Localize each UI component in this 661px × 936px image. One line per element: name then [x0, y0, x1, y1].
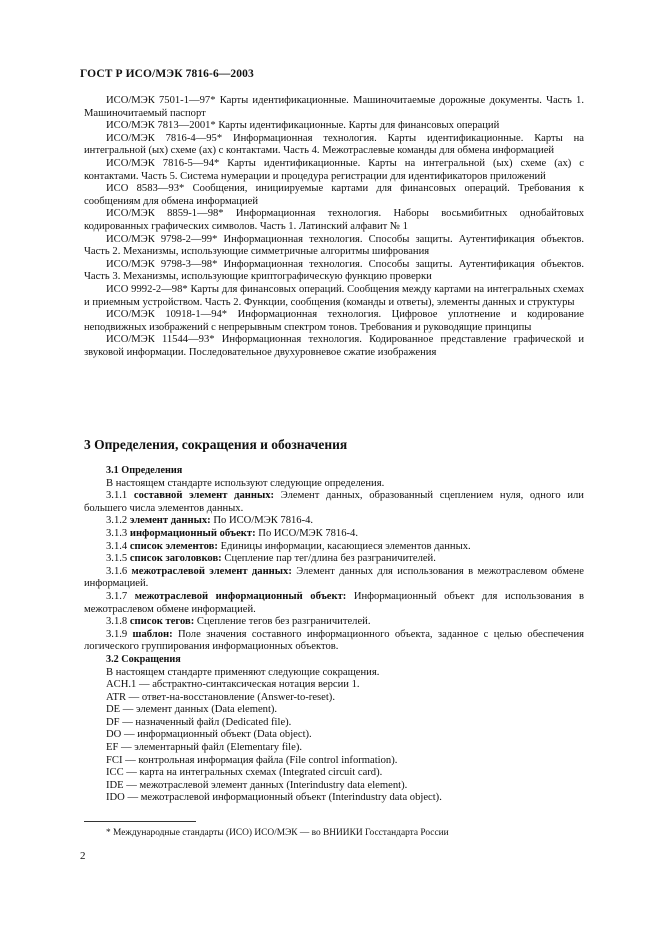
subsection-3-2-heading: 3.2 Сокращения: [106, 653, 181, 665]
definition-term: межотраслевой информационный объект:: [134, 590, 347, 602]
abbreviation-item: ATR — ответ-на-восстановление (Answer-to-reset).: [106, 691, 335, 703]
definition-item: [84, 490, 584, 515]
definition-number: 3.1.7: [106, 590, 128, 602]
definition-term: список заголовков:: [129, 553, 222, 565]
definition-number: 3.1.5: [106, 553, 128, 565]
definition-number: 3.1.9: [106, 628, 128, 640]
reference-item: ИСО/МЭК 9798-2—99* Информационная технология. Способы защиты. Аутентификация объектов. Часть 2. Механизмы, использующие симметричные алгоритмы шифрования: [84, 233, 584, 258]
page-header-title: ГОСТ Р ИСО/МЭК 7816-6—2003: [80, 68, 254, 80]
footnote: * Международные стандарты (ИСО) ИСО/МЭК — во ВНИИКИ Госстандарта России: [106, 828, 449, 838]
definition-term: элемент данных:: [129, 515, 211, 527]
reference-item: ИСО 9992-2—98* Карты для финансовых операций. Сообщения между картами на интегральных схемах и приемным устройством. Часть 2. Функции, сообщения (команды и ответы), элементы данных и структуры: [84, 283, 584, 308]
definition-item: [84, 541, 584, 554]
abbreviation-item: DO — информационный объект (Data object).: [106, 729, 312, 741]
definition-number: 3.1.6: [106, 565, 128, 577]
abbreviation-item: DE — элемент данных (Data element).: [106, 704, 278, 716]
reference-item: ИСО 8583—93* Сообщения, инициируемые картами для финансовых операций. Требования к сообщениям для обмена информацией: [84, 183, 584, 207]
definition-text: Информационный объект для использования в межотраслевом обмене информацией.: [84, 590, 584, 615]
definition-term: межотраслевой элемент данных:: [131, 565, 292, 577]
abbreviation-item: ACH.1 — абстрактно-синтаксическая нотация версии 1.: [106, 679, 360, 691]
subsection-3-1-heading: 3.1 Определения: [106, 465, 183, 476]
abbreviations-intro: В настоящем стандарте применяют следующие сокращения.: [106, 666, 380, 678]
section-3-body: [84, 465, 584, 805]
definition-text: По ИСО/МЭК 7816-4.: [213, 515, 314, 527]
reference-item: ИСО/МЭК 7501-1—97* Карты идентификационные. Машиночитаемые дорожные документы. Часть 1. Машиночитаемый паспорт: [84, 95, 584, 119]
definition-text: Единицы информации, касающиеся элементов данных.: [220, 540, 471, 552]
definition-text: Элемент данных для использования в межотраслевом обмене информацией.: [84, 565, 584, 590]
definition-term: составной элемент данных:: [133, 490, 275, 502]
definition-term: список тегов:: [129, 616, 195, 628]
abbreviation-item: EF — элементарный файл (Elementary file).: [106, 742, 302, 754]
definition-term: информационный объект:: [129, 527, 256, 539]
reference-item: ИСО/МЭК 7816-5—94* Карты идентификационные. Карты на интегральной (ых) схеме (ах) с контактами. Часть 5. Система нумерации и процедура регистрации для идентификаторов приложений: [84, 157, 584, 182]
definition-term: список элементов:: [129, 540, 218, 552]
definition-item: [84, 629, 584, 654]
definition-item: [84, 515, 584, 528]
definition-number: 3.1.2: [106, 515, 128, 527]
reference-item: ИСО/МЭК 9798-3—98* Информационная технология. Способы защиты. Аутентификация объектов. Часть 3. Механизмы, использующие криптографическую функцию проверки: [84, 258, 584, 283]
definition-number: 3.1.4: [106, 540, 128, 552]
definition-item: [84, 616, 584, 629]
abbreviation-item: IDO — межотраслевой информационный объект (Interindustry data object).: [106, 792, 442, 804]
definition-text: Элемент данных, образованный сцеплением нуля, одного или большего числа элементов данных.: [84, 490, 584, 514]
abbreviation-item: FCI — контрольная информация файла (File control information).: [106, 754, 398, 766]
reference-item: ИСО/МЭК 7816-4—95* Информационная технология. Карты идентификационные. Карты на интегральной (ых) схеме (ах) с контактами. Часть 4. Межотраслевые команды для обмена информацией: [84, 132, 584, 157]
page-number: 2: [80, 850, 86, 862]
section-3-title: 3 Определения, сокращения и обозначения: [84, 437, 348, 452]
definition-term: шаблон:: [132, 628, 173, 640]
normative-references-list: [84, 95, 584, 359]
definition-item: [84, 553, 584, 566]
reference-item: ИСО/МЭК 11544—93* Информационная технология. Кодированное представление графической и звуковой информации. Последовательное двухуровневое сжатие изображения: [84, 334, 584, 358]
abbreviation-item: IDE — межотраслевой элемент данных (Interindustry data element).: [106, 779, 408, 791]
definition-number: 3.1.1: [106, 490, 128, 502]
definition-item: [84, 566, 584, 591]
definition-item: [84, 528, 584, 541]
reference-item: ИСО/МЭК 10918-1—94* Информационная технология. Цифровое уплотнение и кодирование неподвижных изображений с непрерывным спектром тонов. Требования и руководящие принципы: [84, 309, 584, 333]
definition-number: 3.1.8: [106, 616, 128, 628]
definition-text: Сцепление тегов без разграничителей.: [196, 616, 371, 628]
abbreviation-item: DF — назначенный файл (Dedicated file).: [106, 716, 292, 728]
definition-item: [84, 591, 584, 616]
definition-text: По ИСО/МЭК 7816-4.: [258, 527, 358, 539]
footnote-divider: [84, 821, 196, 822]
definition-text: Поле значения составного информационного объекта, заданное с целью обеспечения логического группирования информационных объектов.: [84, 628, 584, 653]
definition-text: Сцепление пар тег/длина без разграничителей.: [224, 553, 436, 565]
definition-number: 3.1.3: [106, 527, 128, 539]
reference-item: ИСО/МЭК 8859-1—98* Информационная технология. Наборы восьмибитных однобайтовых кодированных графических символов. Часть 1. Латинский алфавит № 1: [84, 208, 584, 232]
definitions-intro: В настоящем стандарте используют следующие определения.: [106, 477, 385, 489]
abbreviation-item: ICC — карта на интегральных схемах (Integrated circuit card).: [106, 767, 383, 779]
reference-item: ИСО/МЭК 7813—2001* Карты идентификационные. Карты для финансовых операций: [106, 120, 500, 132]
